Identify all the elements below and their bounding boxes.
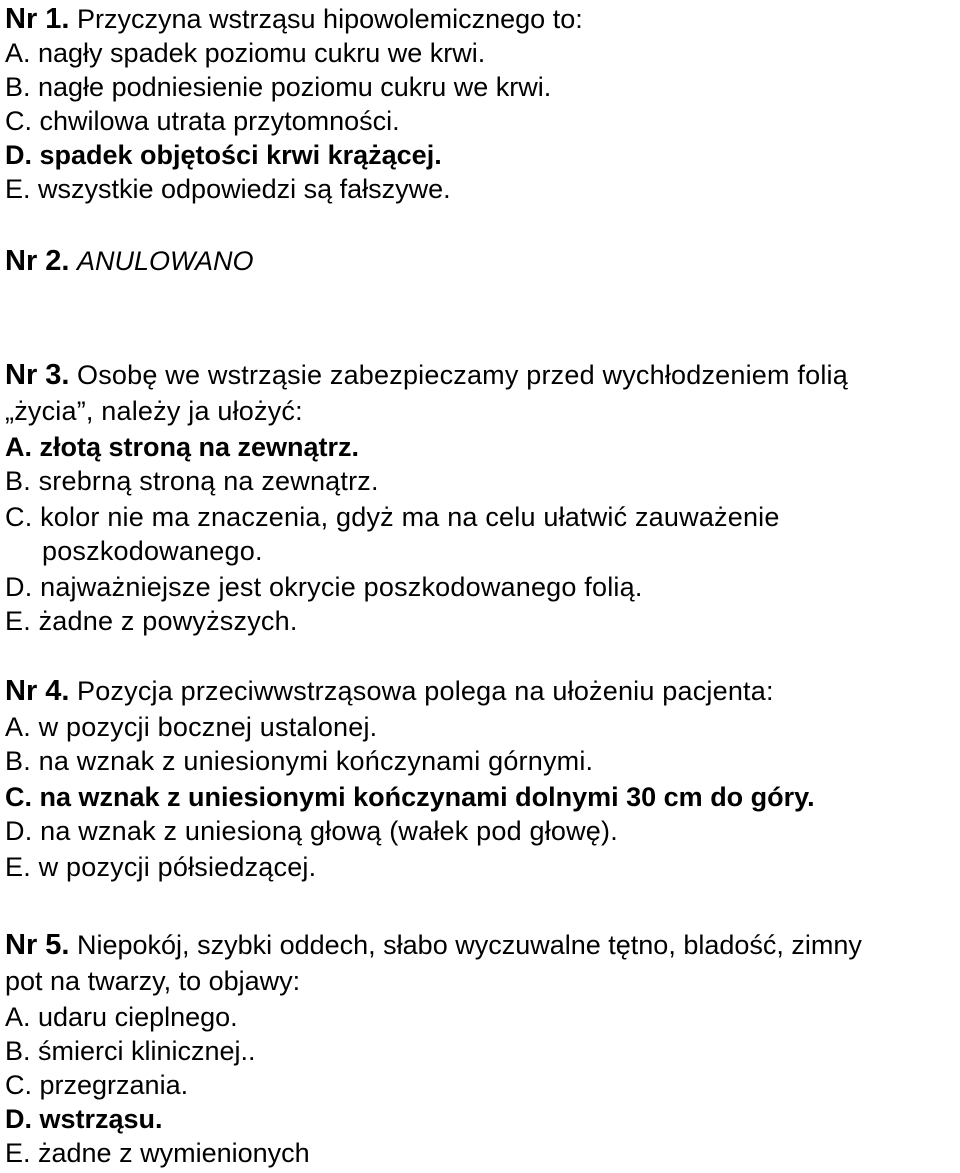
- q4-question: Pozycja przeciwwstrząsowa polega na ułożeniu pacjenta:: [77, 676, 774, 706]
- q3-number: Nr 3.: [5, 359, 70, 391]
- q3-option-b: B. srebrną stroną na zewnątrz.: [5, 466, 379, 496]
- q1-option-a: A. nagły spadek poziomu cukru we krwi.: [5, 38, 486, 68]
- q4-option-a: A. w pozycji bocznej ustalonej.: [5, 712, 378, 742]
- q1-option-e: E. wszystkie odpowiedzi są fałszywe.: [5, 174, 451, 204]
- q3-question-line2: „życia”, należy ja ułożyć:: [5, 396, 303, 426]
- q5-number: Nr 5.: [5, 929, 70, 961]
- q5-option-c: C. przegrzania.: [5, 1070, 189, 1100]
- q1-title: [5, 2, 583, 36]
- q1-option-c: C. chwilowa utrata przytomności.: [5, 106, 400, 136]
- q4-title: [5, 674, 774, 708]
- q4-option-d: D. na wznak z uniesioną głową (wałek pod głowę).: [5, 816, 618, 846]
- q4-option-c: C. na wznak z uniesionymi kończynami dolnymi 30 cm do góry.: [5, 782, 815, 812]
- q4-number: Nr 4.: [5, 675, 70, 707]
- q5-title: [5, 928, 862, 962]
- q1-option-d: D. spadek objętości krwi krążącej.: [5, 140, 442, 170]
- q3-option-c: C. kolor nie ma znaczenia, gdyż ma na celu ułatwić zauważenie: [5, 502, 780, 532]
- q1-question: Przyczyna wstrząsu hipowolemicznego to:: [77, 4, 583, 34]
- q2-cancelled-label: ANULOWANO: [77, 246, 254, 276]
- q4-option-b: B. na wznak z uniesionymi kończynami górnymi.: [5, 746, 594, 776]
- q3-option-d: D. najważniejsze jest okrycie poszkodowanego folią.: [5, 572, 643, 602]
- q1-option-b: B. nagłe podniesienie poziomu cukru we krwi.: [5, 72, 552, 102]
- q3-option-e: E. żadne z powyższych.: [5, 606, 298, 636]
- q5-option-b: B. śmierci klinicznej..: [5, 1036, 256, 1066]
- q3-option-c-continued: poszkodowanego.: [42, 536, 263, 566]
- q1-number: Nr 1.: [5, 3, 70, 35]
- q5-question-line1: Niepokój, szybki oddech, słabo wyczuwalne tętno, bladość, zimny: [77, 930, 862, 960]
- q2-title: [5, 244, 254, 278]
- q5-option-a: A. udaru cieplnego.: [5, 1002, 238, 1032]
- q2-number: Nr 2.: [5, 245, 70, 277]
- q5-question-line2: pot na twarzy, to objawy:: [5, 966, 301, 996]
- q3-question-line1: Osobę we wstrząsie zabezpieczamy przed wychłodzeniem folią: [77, 360, 848, 390]
- q3-option-a: A. złotą stroną na zewnątrz.: [5, 432, 360, 462]
- q4-option-e: E. w pozycji półsiedzącej.: [5, 852, 317, 882]
- q3-title: [5, 358, 848, 392]
- q5-option-e: E. żadne z wymienionych: [5, 1138, 310, 1168]
- q5-option-d: D. wstrząsu.: [5, 1104, 163, 1134]
